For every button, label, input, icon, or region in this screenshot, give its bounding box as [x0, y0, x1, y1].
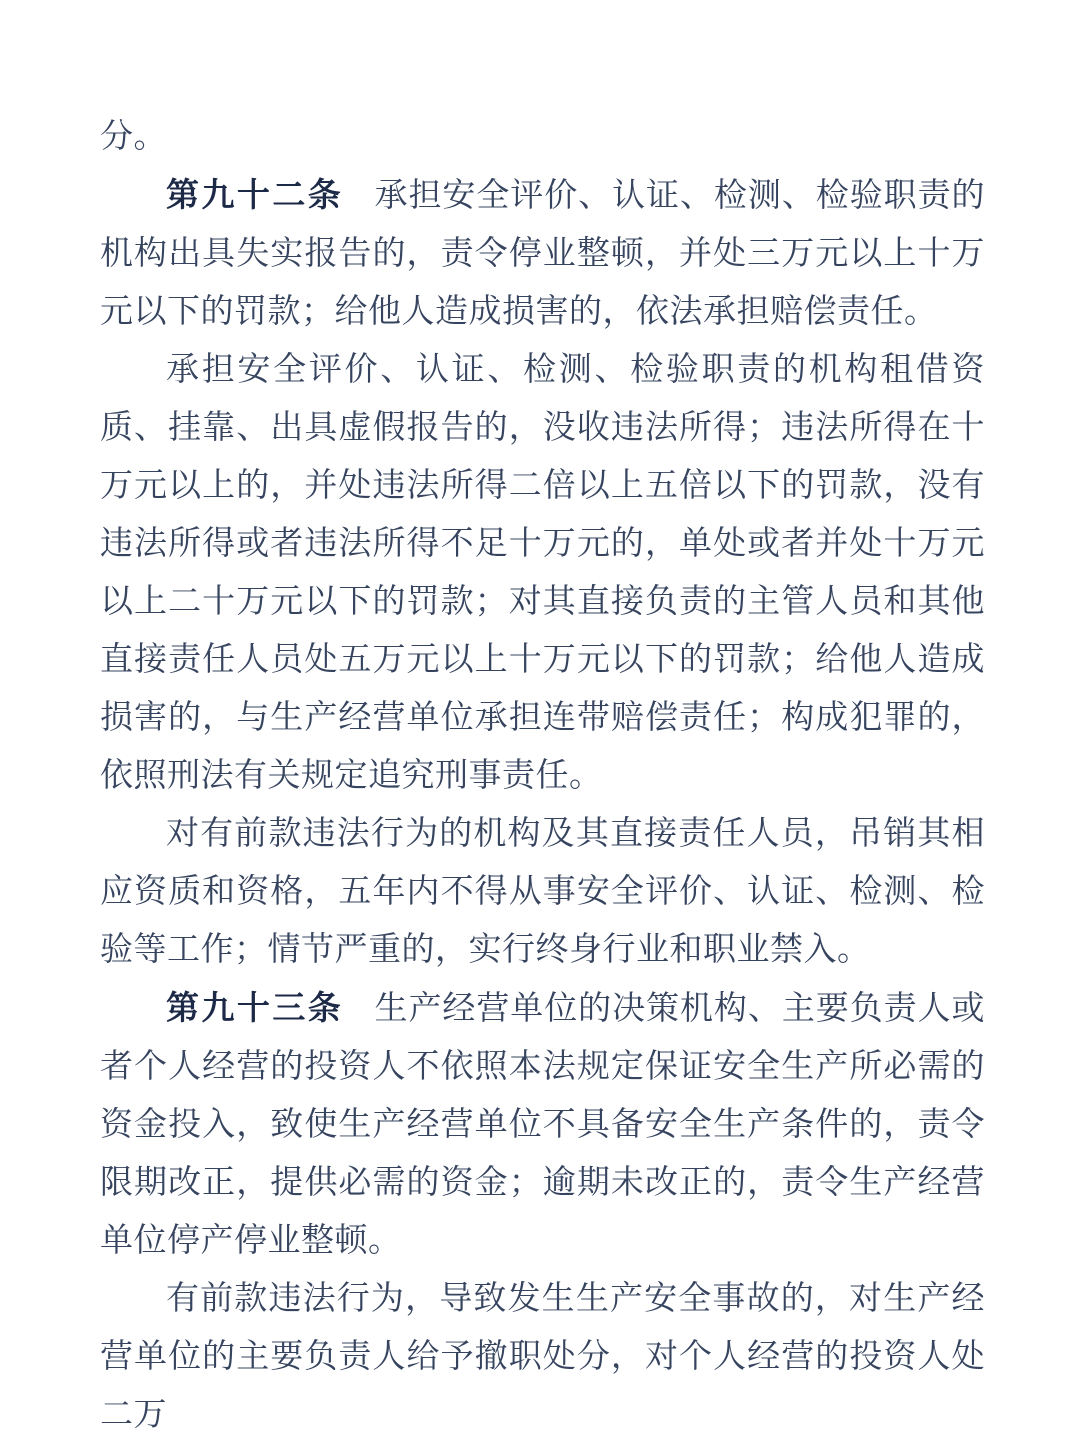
paragraph-text: 承担安全评价、认证、检测、检验职责的机构出具失实报告的，责令停业整顿，并处三万元以上十万元以下的罚款；给他人造成损害的，依法承担赔偿责任。: [100, 178, 986, 330]
paragraph-article-93-clause-2: [100, 1270, 985, 1444]
paragraph-text: 分。: [100, 119, 167, 155]
paragraph-text: 生产经营单位的决策机构、主要负责人或者个人经营的投资人不依照本法规定保证安全生产所必需的资金投入，致使生产经营单位不具备安全生产条件的，责令限期改正，提供必需的资金；逾期未改正的，责令生产经营单位停产停业整顿。: [100, 991, 986, 1259]
paragraph-article-93: [100, 979, 985, 1270]
article-92-heading: 第九十二条: [166, 176, 344, 213]
document-body: [100, 108, 985, 1444]
paragraph-continuation: [100, 108, 985, 166]
paragraph-text: 对有前款违法行为的机构及其直接责任人员，吊销其相应资质和资格，五年内不得从事安全评价、认证、检测、检验等工作；情节严重的，实行终身行业和职业禁入。: [100, 816, 985, 968]
article-93-heading: 第九十三条: [166, 989, 344, 1026]
paragraph-text: 承担安全评价、认证、检测、检验职责的机构租借资质、挂靠、出具虚假报告的，没收违法所得；违法所得在十万元以上的，并处违法所得二倍以上五倍以下的罚款，没有违法所得或者违法所得不足十万元的，单处或者并处十万元以上二十万元以下的罚款；对其直接负责的主管人员和其他直接责任人员处五万元以上十万元以下的罚款；给他人造成损害的，与生产经营单位承担连带赔偿责任；构成犯罪的，依照刑法有关规定追究刑事责任。: [100, 352, 985, 794]
paragraph-text: 有前款违法行为，导致发生生产安全事故的，对生产经营单位的主要负责人给予撤职处分，对个人经营的投资人处二万: [100, 1281, 985, 1433]
paragraph-article-92: [100, 166, 985, 341]
paragraph-article-92-clause-2: [100, 341, 985, 805]
paragraph-article-92-clause-3: [100, 805, 985, 979]
